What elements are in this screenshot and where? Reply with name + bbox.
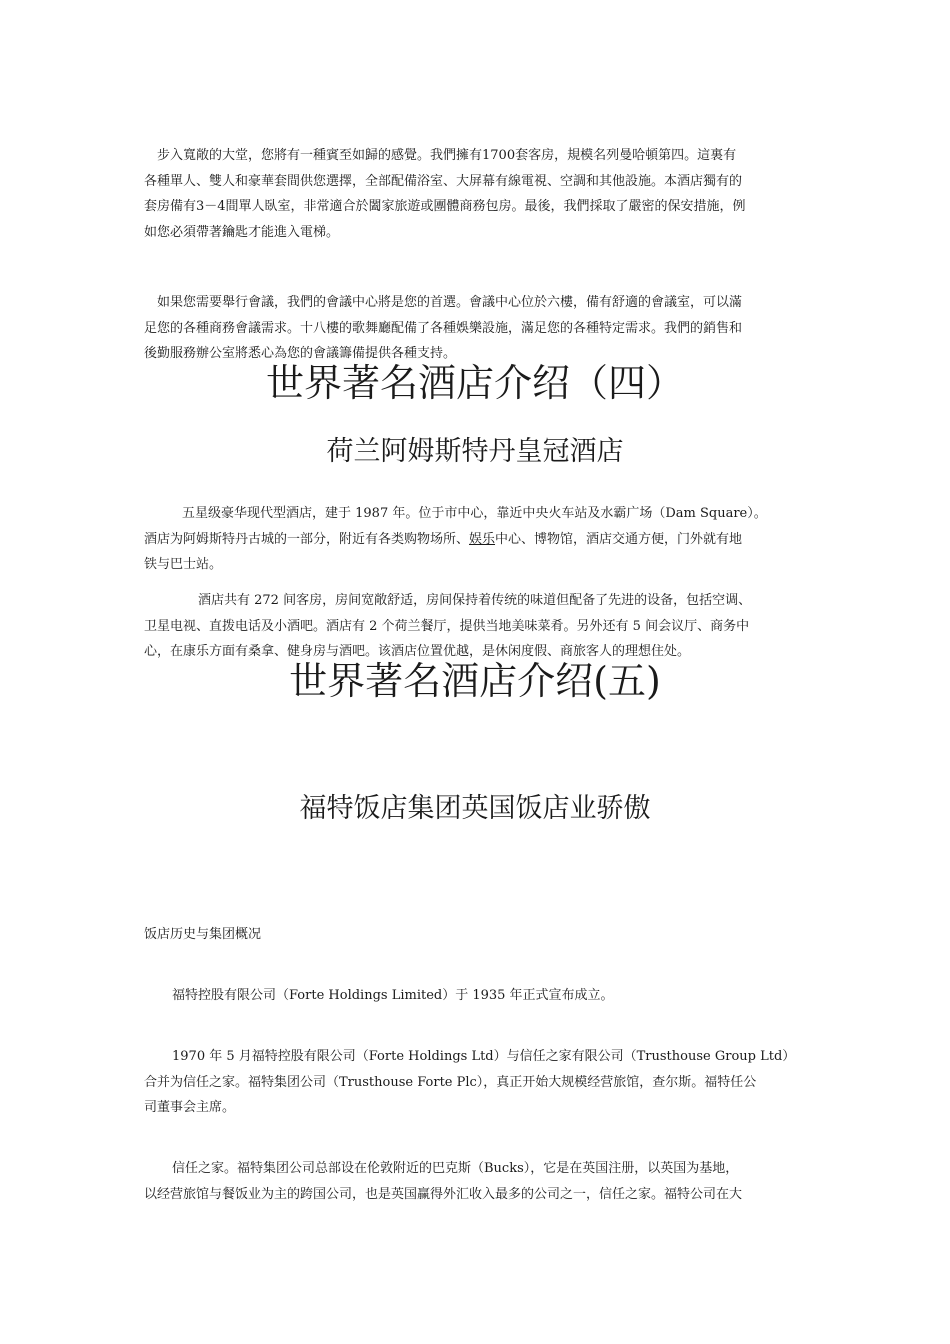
conference-paragraph — [144, 290, 810, 367]
text-line: 套房備有3－4間單人臥室，非常適合於闔家旅遊或團體商務包房。最後，我們採取了嚴密的保安措施，例 — [144, 199, 746, 214]
text-line: 各種單人、雙人和豪華套間供您選擇，全部配備浴室、大屏幕有線電視、空調和其他設施。本酒店獨有的 — [144, 173, 743, 189]
text-line: 信任之家。福特集团公司总部设在伦敦附近的巴克斯（Bucks），它是在英国注册，以英国为基地， — [172, 1161, 739, 1176]
history-heading — [144, 922, 810, 948]
headquarters-paragraph — [144, 1156, 810, 1207]
text-line: 福特控股有限公司（Forte Holdings Limited）于 1935 年正式宣布成立。 — [172, 988, 614, 1003]
text-line: 五星级豪华现代型酒店，建于 1987 年。位于市中心，靠近中央火车站及水霸广场（Dam Square）。 — [182, 506, 767, 521]
text-line: 如您必須帶著鑰匙才能進入電梯。 — [144, 224, 340, 240]
text-line: 後勤服務辦公室將悉心為您的會議籌備提供各種支持。 — [144, 346, 457, 361]
hotel-rooms-paragraph — [144, 143, 810, 245]
text-line: 如果您需要舉行會議，我們的會議中心將是您的首選。會議中心位於六樓，備有舒適的會議室，可以滿 — [144, 295, 743, 310]
text-line: 1970 年 5 月福特控股有限公司（Forte Holdings Ltd）与信任之家有限公司（Trusthouse Group Ltd） — [172, 1049, 796, 1064]
text-line: 卫星电视、直拨电话及小酒吧。酒店有 2 个荷兰餐厅，提供当地美味菜肴。另外还有 5 间会议厅、商务中 — [144, 618, 750, 634]
section-4-title: 世界著名酒店介绍（四） — [265, 361, 684, 405]
text-segment: 酒店为阿姆斯特丹古城的一部分，附近有各类购物场所、 — [144, 531, 470, 547]
text-line: 以经营旅馆与餐饭业为主的跨国公司，也是英国赢得外汇收入最多的公司之一，信任之家。福特公司在大 — [144, 1186, 743, 1202]
founding-paragraph — [144, 983, 810, 1009]
text-line — [144, 527, 810, 553]
entertainment-link[interactable]: 娱乐 — [469, 531, 496, 547]
text-line: 步入寬敞的大堂，您將有一種賓至如歸的感覺。我們擁有1700套客房，規模名列曼哈頓第四。這裏有 — [144, 148, 737, 163]
text-line: 铁与巴士站。 — [144, 557, 223, 572]
text-line: 足您的各種商務會議需求。十八樓的歌舞廳配備了各種娛樂設施，滿足您的各種特定需求。我們的銷售和 — [144, 320, 743, 336]
amsterdam-hotel-paragraph — [144, 501, 810, 578]
section-5-subtitle: 福特饭店集团英国饭店业骄傲 — [299, 793, 651, 824]
merger-paragraph — [144, 1044, 810, 1121]
text-line: 合并为信任之家。福特集团公司（Trusthouse Forte Plc），真正开始大规模经营旅馆，查尔斯。福特任公 — [144, 1074, 757, 1090]
amsterdam-rooms-paragraph — [144, 588, 810, 665]
section-5-title: 世界著名酒店介绍(五) — [289, 659, 661, 703]
text-line: 司董事会主席。 — [144, 1100, 236, 1115]
text-line: 饭店历史与集团概况 — [144, 927, 262, 942]
text-segment: 中心、博物馆，酒店交通方便，门外就有地 — [495, 531, 743, 547]
text-line: 心，在康乐方面有桑拿、健身房与酒吧。该酒店位置优越，是休闲度假、商旅客人的理想住处。 — [144, 644, 691, 659]
section-4-subtitle: 荷兰阿姆斯特丹皇冠酒店 — [326, 436, 624, 467]
text-line: 酒店共有 272 间客房，房间宽敞舒适，房间保持着传统的味道但配备了先进的设备，包括空调、 — [198, 593, 752, 608]
